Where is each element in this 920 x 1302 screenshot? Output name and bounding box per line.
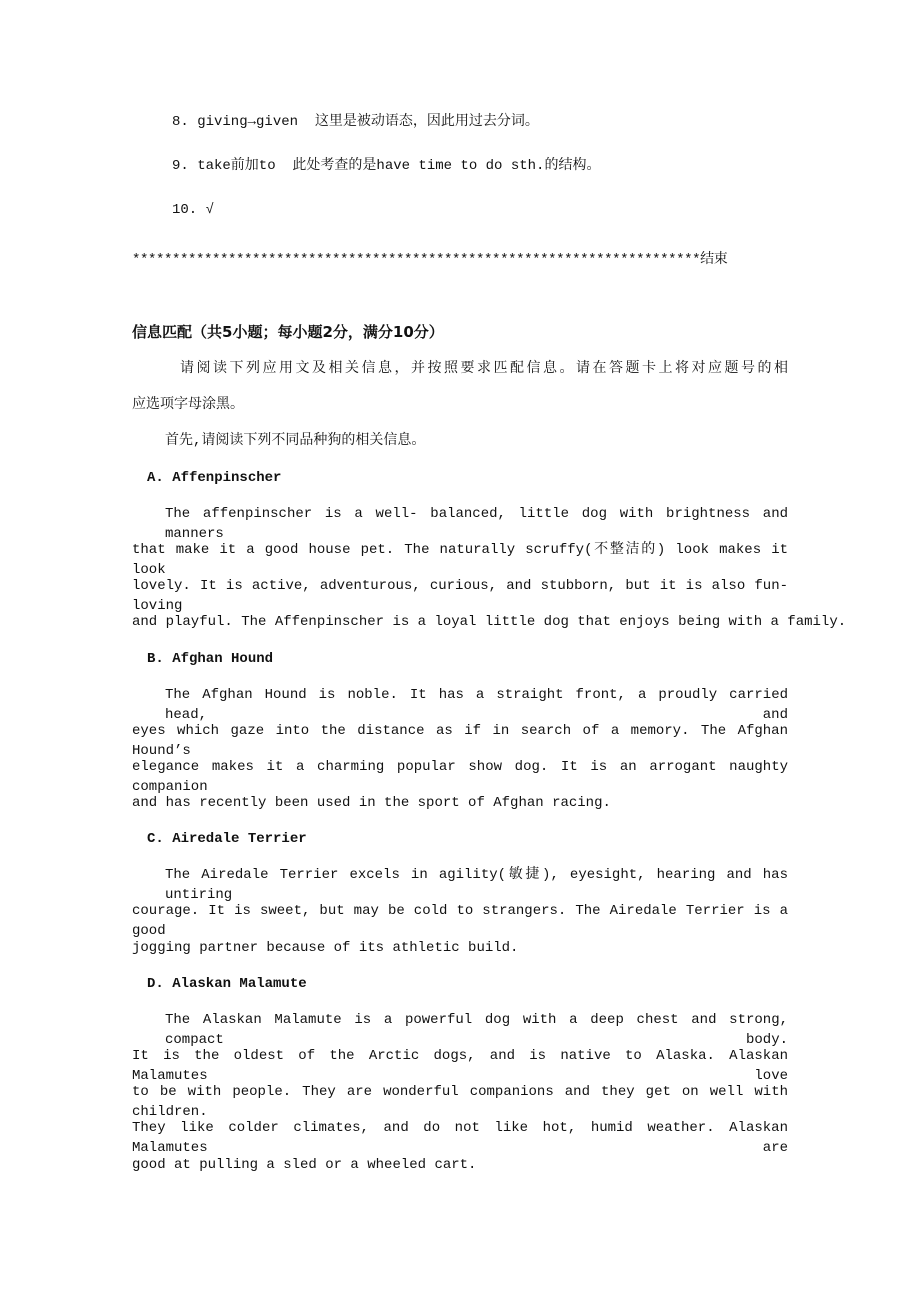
dog-description-line: that make it a good house pet. The naturally scruffy(不整洁的) look makes it look: [132, 542, 788, 578]
dog-description-line: The affenpinscher is a well- balanced, little dog with brightness and manners: [165, 506, 788, 542]
instructions-line-1: 请阅读下列应用文及相关信息，并按照要求匹配信息。请在答题卡上将对应题号的相: [180, 361, 788, 377]
dog-heading: B. Afghan Hound: [147, 651, 274, 667]
dog-heading: C. Airedale Terrier: [147, 831, 307, 847]
dog-description-line: The Airedale Terrier excels in agility(敏捷), eyesight, hearing and has untiring: [165, 867, 788, 903]
dog-description-line: eyes which gaze into the distance as if in search of a memory. The Afghan Hound’s: [132, 723, 788, 759]
intro-text: 首先,请阅读下列不同品种狗的相关信息。: [165, 433, 426, 449]
dog-description-line: good at pulling a sled or a wheeled cart.: [132, 1157, 477, 1173]
dog-heading: A. Affenpinscher: [147, 470, 282, 486]
section-title: 信息匹配（共5小题；每小题2分，满分10分）: [132, 323, 444, 341]
dog-description-line: elegance makes it a charming popular show dog. It is an arrogant naughty companion: [132, 759, 788, 795]
answer-10: 10. √: [172, 202, 215, 218]
instructions-line-2: 应选项字母涂黑。: [132, 397, 244, 413]
answer-9: 9. take前加to 此处考查的是have time to do sth.的结构。: [172, 158, 601, 174]
dog-description-line: courage. It is sweet, but may be cold to strangers. The Airedale Terrier is a good: [132, 903, 788, 939]
end-separator: ***********************************************************************结束: [132, 252, 728, 268]
dog-description-line: lovely. It is active, adventurous, curious, and stubborn, but it is also fun-loving: [132, 578, 788, 614]
dog-description-line: to be with people. They are wonderful companions and they get on well with children.: [132, 1084, 788, 1120]
dog-description-line: The Afghan Hound is noble. It has a straight front, a proudly carried head, and: [165, 687, 788, 723]
dog-heading: D. Alaskan Malamute: [147, 976, 307, 992]
dog-description-line: and playful. The Affenpinscher is a loyal little dog that enjoys being with a family.: [132, 614, 847, 630]
dog-description-line: jogging partner because of its athletic build.: [132, 940, 519, 956]
dog-description-line: It is the oldest of the Arctic dogs, and is native to Alaska. Alaskan Malamutes love: [132, 1048, 788, 1084]
dog-description-line: and has recently been used in the sport of Afghan racing.: [132, 795, 611, 811]
dog-description-line: The Alaskan Malamute is a powerful dog with a deep chest and strong, compact body.: [165, 1012, 788, 1048]
dog-description-line: They like colder climates, and do not like hot, humid weather. Alaskan Malamutes are: [132, 1120, 788, 1156]
answer-8: 8. giving→given 这里是被动语态，因此用过去分词。: [172, 114, 539, 130]
